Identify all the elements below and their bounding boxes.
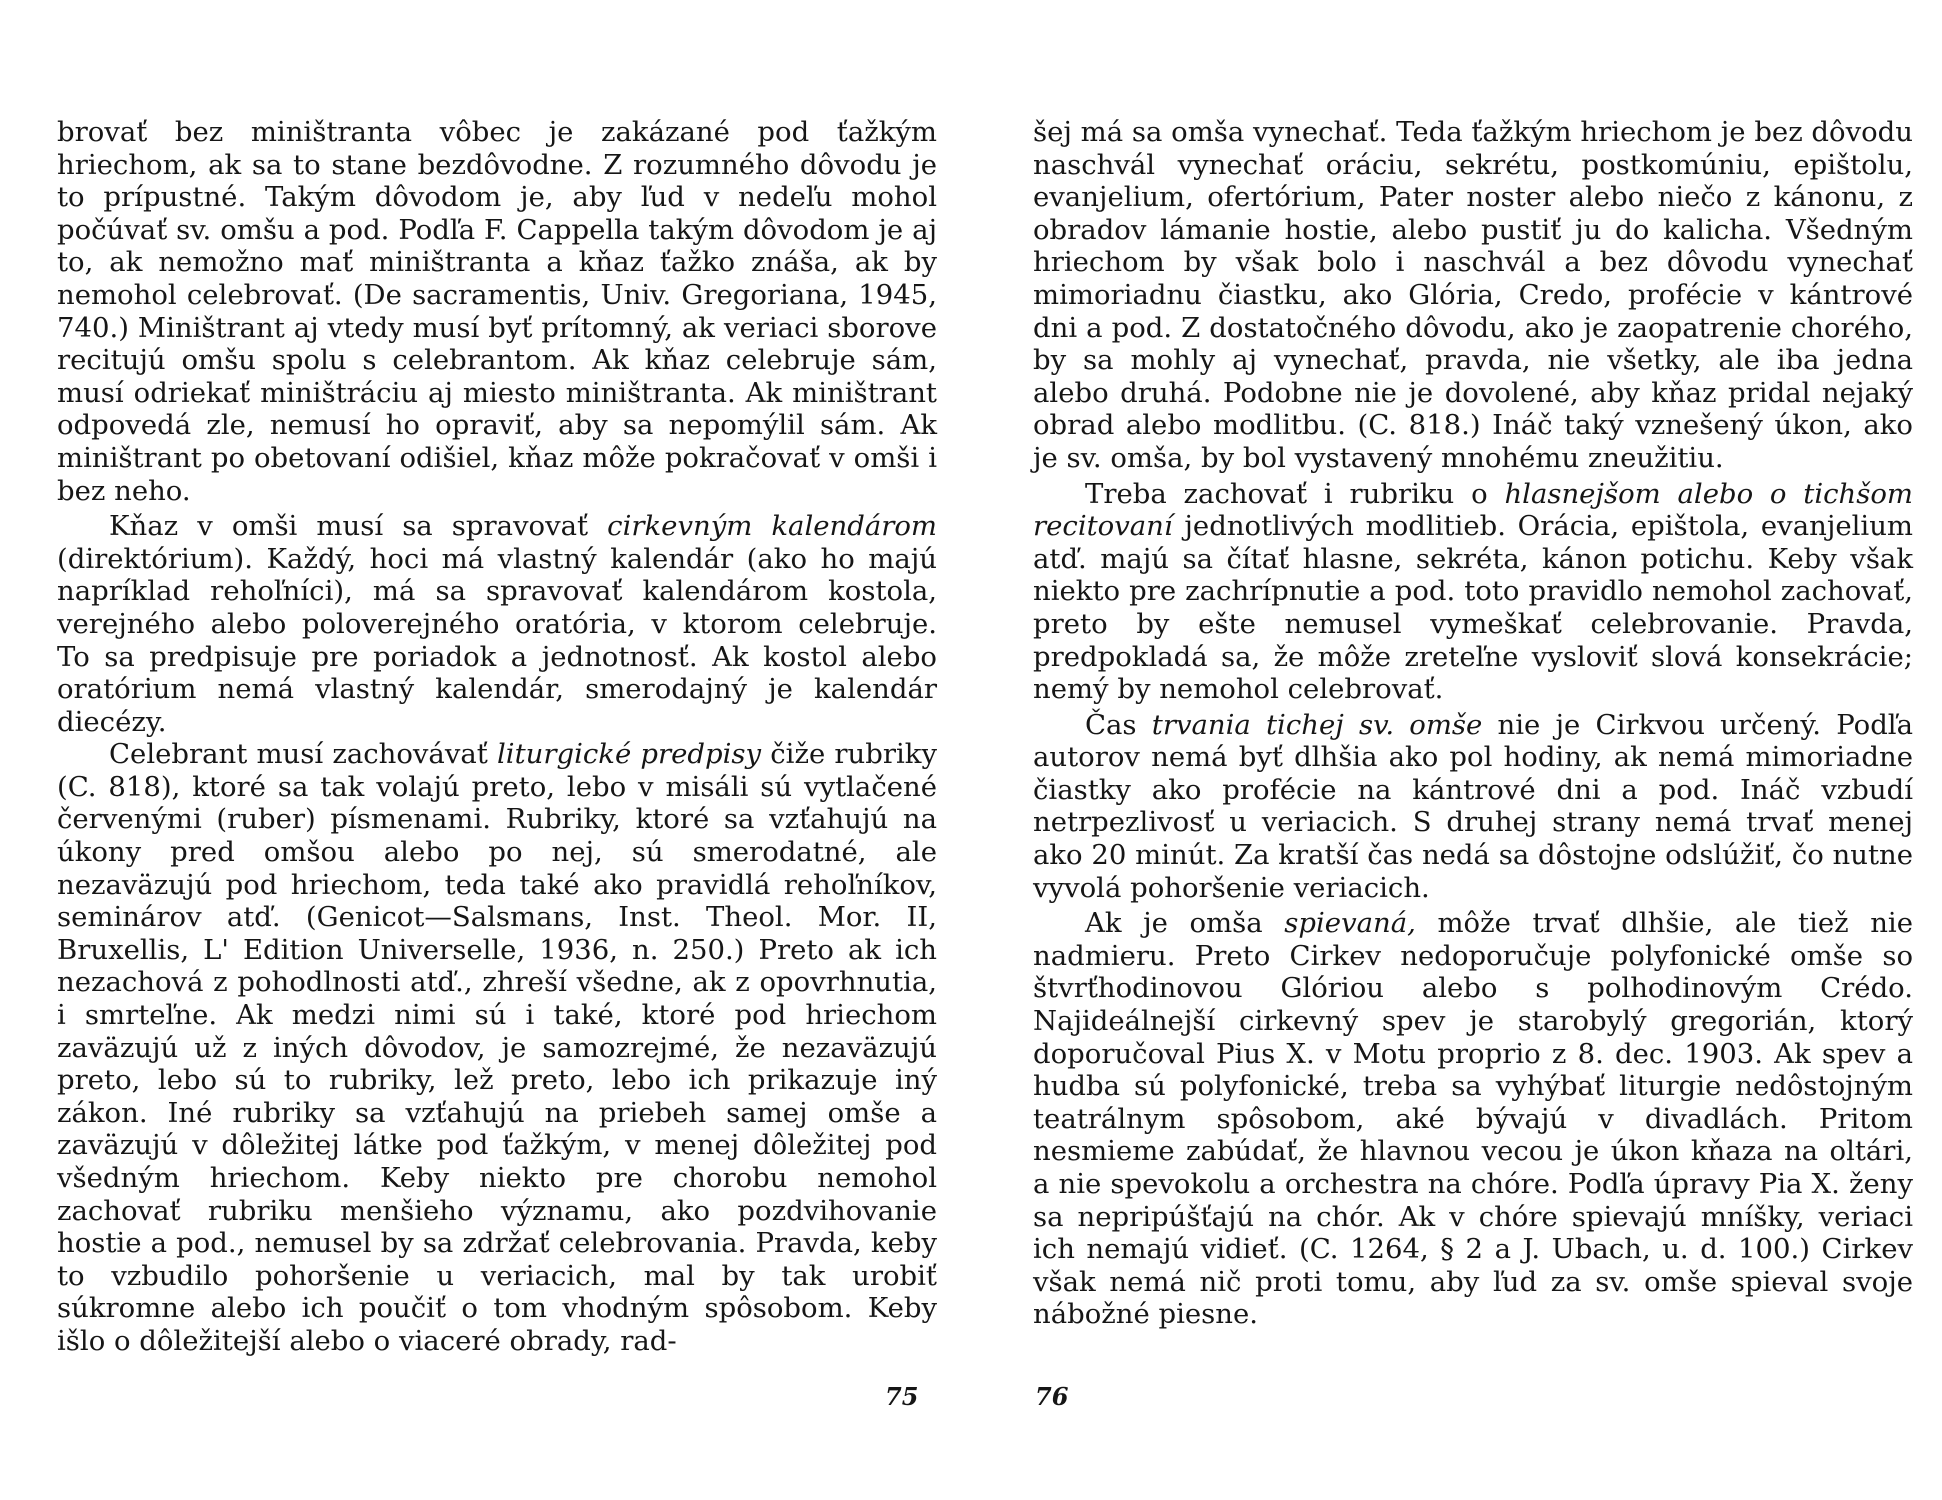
right-page-text	[1033, 116, 1913, 1331]
text-run: nie je Cirkvou určený. Podľa autorov nemá byť dlhšia ako pol hodiny, ak nemá mimoriadne čiastky ako profécie na kántrové dni a pod. Ináč vzbudí netrpezlivosť u veriacich. S druhej strany nemá trvať menej ako 20 minút. Za kratší čas nedá sa dôstojne odslúžiť, čo nutne vyvolá pohoršenie veriacich.	[1033, 708, 1913, 904]
text-run: Ak je omša	[1085, 907, 1285, 940]
text-run: brovať bez miništranta vôbec je zakázané pod ťažkým hriechom, ak sa to stane bezdôvodne. Z rozumného dôvodu je to prípustné. Takým dôvodom je, aby ľud v nedeľu mohol počúvať sv. omšu a pod. Podľa F. Cappella takým dôvodom je aj to, ak nemožno mať miništranta a kňaz ťažko znáša, ak by nemohol celebrovať. (De sacramentis, Univ. Gregoriana, 1945, 740.) Miništrant aj vtedy musí byť prítomný, ak veriaci sborove recitujú omšu spolu s celebrantom. Ak kňaz celebruje sám, musí odriekať miništráciu aj miesto miništranta. Ak miništrant odpovedá zle, nemusí ho opraviť, aby sa nepomýlil sám. Ak miništrant po obetovaní odišiel, kňaz môže pokračovať v omši i bez neho.	[57, 116, 937, 507]
text-run: Treba zachovať i rubriku o	[1085, 477, 1505, 510]
paragraph	[1033, 709, 1913, 905]
italic-term: cirkevným kalendárom	[607, 510, 937, 543]
paragraph	[1033, 116, 1913, 475]
text-run: Čas	[1085, 708, 1152, 741]
italic-term: trvania tichej sv. omše	[1151, 708, 1483, 741]
page-number-right: 76	[1035, 1382, 1069, 1411]
left-page-text	[57, 116, 937, 1358]
text-run: (direktórium). Každý, hoci má vlastný kalendár (ako ho majú napríklad rehoľníci), má sa spravovať kalendárom kostola, verejného alebo poloverejného oratória, v ktorom celebruje. To sa predpisuje pre poriadok a jednotnosť. Ak kostol alebo oratórium nemá vlastný kalendár, smerodajný je kalendár diecézy.	[57, 542, 937, 738]
paragraph	[1033, 478, 1913, 706]
text-run: čiže rubriky (C. 818), ktoré sa tak volajú preto, lebo v misáli sú vytlačené červenými (ruber) písmenami. Rubriky, ktoré sa vzťahujú na úkony pred omšou alebo po nej, sú smerodatné, ale nezaväzujú pod hriechom, teda také ako pravidlá rehoľníkov, seminárov atď. (Genicot—Salsmans, Inst. Theol. Mor. II, Bruxellis, L' Edition Universelle, 1936, n. 250.) Preto ak ich nezachová z pohodlnosti atď., zhreší všedne, ak z opovrhnutia, i smrteľne. Ak medzi nimi sú i také, ktoré pod hriechom zaväzujú už z iných dôvodov, je samozrejmé, že nezaväzujú preto, lebo sú to rubriky, lež preto, lebo ich prikazuje iný zákon. Iné rubriky sa vzťahujú na priebeh samej omše a zaväzujú v dôležitej látke pod ťažkým, v menej dôležitej pod všedným hriechom. Keby niekto pre chorobu nemohol zachovať rubriku menšieho významu, ako pozdvihovanie hostie a pod., nemusel by sa zdržať celebrovania. Pravda, keby to vzbudilo pohoršenie u veriacich, mal by tak urobiť súkromne alebo ich poučiť o tom vhodným spôsobom. Keby išlo o dôležitejší alebo o viaceré obrady, rad-	[57, 738, 937, 1357]
text-run: šej má sa omša vynechať. Teda ťažkým hriechom je bez dôvodu naschvál vynechať oráciu, sekrétu, postkomúniu, epištolu, evanjelium, ofertórium, Pater noster alebo niečo z kánonu, z obradov lámanie hostie, alebo pustiť ju do kalicha. Všedným hriechom by však bolo i naschvál a bez dôvodu vynechať mimoriadnu čiastku, ako Glória, Credo, profécie v kántrové dni a pod. Z dostatočného dôvodu, ako je zaopatrenie chorého, by sa mohly aj vynechať, pravda, nie všetky, ale iba jedna alebo druhá. Podobne nie je dovolené, aby kňaz pridal nejaký obrad alebo modlitbu. (C. 818.) Ináč taký vznešený úkon, ako je sv. omša, by bol vystavený mnohému zneužitiu.	[1033, 116, 1913, 474]
italic-term: spievaná,	[1284, 907, 1416, 940]
paragraph	[57, 738, 937, 1357]
text-run: Celebrant musí zachovávať	[109, 738, 497, 771]
paragraph	[57, 116, 937, 507]
paragraph	[1033, 907, 1913, 1331]
italic-term: hlasnejšom alebo o tichšom recitovaní	[1033, 477, 1913, 543]
italic-term: liturgické predpisy	[496, 738, 762, 771]
text-run: môže trvať dlhšie, ale tiež nie nadmieru. Preto Cirkev nedoporučuje polyfonické omše so štvrťhodinovou Glóriou alebo s polhodinovým Crédo. Najideálnejší cirkevný spev je starobylý gregorián, ktorý doporučoval Pius X. v Motu proprio z 8. dec. 1903. Ak spev a hudba sú polyfonické, treba sa vyhýbať liturgie nedôstojným teatrálnym spôsobom, aké bývajú v divadlách. Pritom nesmieme zabúdať, že hlavnou vecou je úkon kňaza na oltári, a nie spevokolu a orchestra na chóre. Podľa úpravy Pia X. ženy sa nepripúšťajú na chór. Ak v chóre spievajú mníšky, veriaci ich nemajú vidieť. (C. 1264, § 2 a J. Ubach, u. d. 100.) Cirkev však nemá nič proti tomu, aby ľud za sv. omše spieval svoje nábožné piesne.	[1033, 907, 1913, 1331]
paragraph	[57, 510, 937, 738]
text-run: Kňaz v omši musí sa spravovať	[109, 510, 608, 543]
page-number-left: 75	[885, 1382, 919, 1411]
text-run: jednotlivých modlitieb. Orácia, epištola, evanjelium atď. majú sa čítať hlasne, sekréta, kánon potichu. Keby však niekto pre zachrípnutie a pod. toto pravidlo nemohol zachovať, preto by ešte nemusel vymeškať celebrovanie. Pravda, predpokladá sa, že môže zreteľne vysloviť slová konsekrácie; nemý by nemohol celebrovať.	[1033, 510, 1913, 706]
